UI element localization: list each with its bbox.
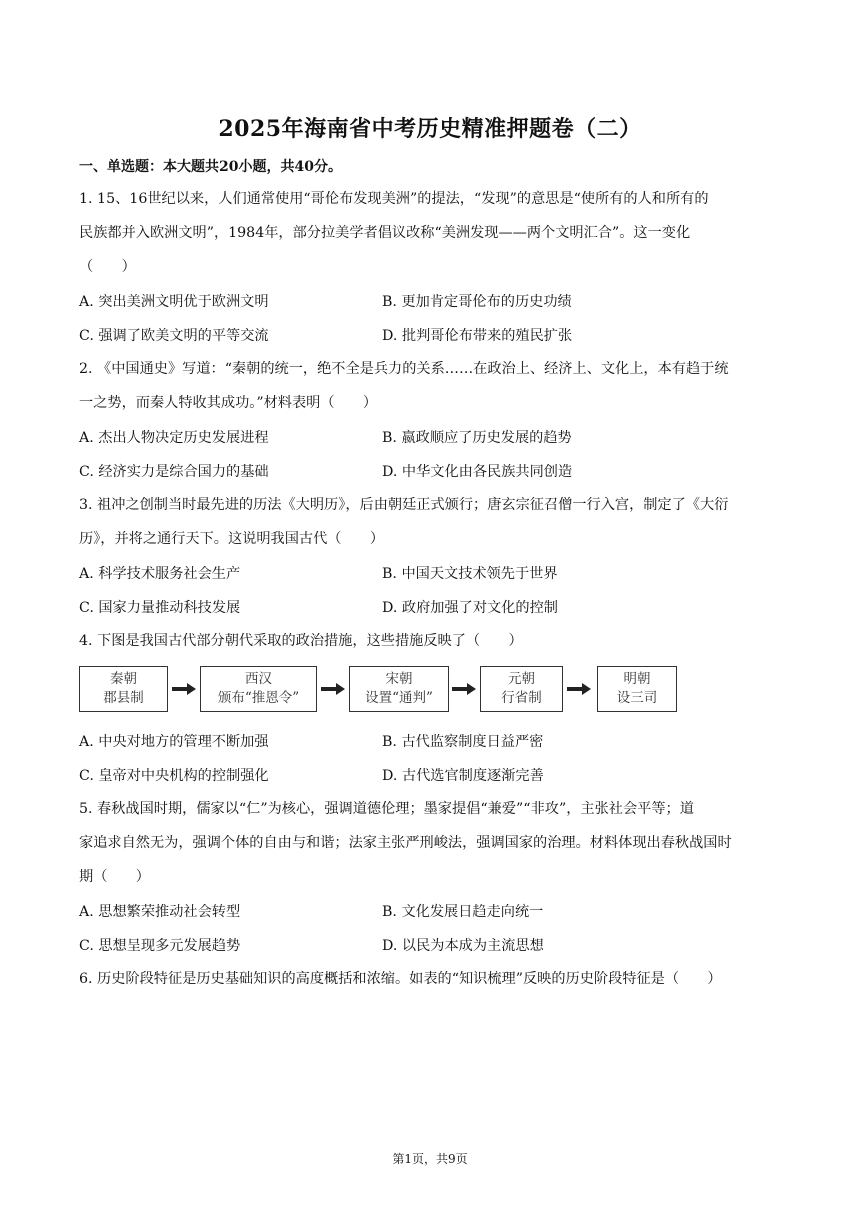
option-b[interactable]: B. 更加肯定哥伦布的历史功绩 <box>382 294 572 310</box>
option-d[interactable]: D. 以民为本成为主流思想 <box>382 938 544 954</box>
option-a[interactable]: A. 思想繁荣推动社会转型 <box>79 904 241 920</box>
option-c[interactable]: C. 皇帝对中央机构的控制强化 <box>79 768 269 784</box>
flow-box-measure: 行省制 <box>501 690 542 706</box>
right-arrow-icon <box>319 682 347 696</box>
option-c[interactable]: C. 经济实力是综合国力的基础 <box>79 464 269 480</box>
option-a[interactable]: A. 突出美洲文明优于欧洲文明 <box>79 294 269 310</box>
right-arrow-icon <box>450 682 478 696</box>
right-arrow-icon <box>170 682 198 696</box>
flow-box-dynasty: 秦朝 <box>110 671 137 687</box>
flow-box-song <box>349 666 449 712</box>
question-stem-line: 一之势，而秦人特收其成功。”材料表明（ ） <box>79 395 378 411</box>
flow-box-dynasty: 元朝 <box>508 671 535 687</box>
policy-flow-diagram <box>79 666 679 714</box>
question-stem-line: 家追求自然无为，强调个体的自由与和谐；法家主张严刑峻法，强调国家的治理。材料体现出春秋战国时 <box>79 835 732 851</box>
question-stem-line: 6. 历史阶段特征是历史基础知识的高度概括和浓缩。如表的“知识梳理”反映的历史阶段特征是（ ） <box>79 971 722 987</box>
flow-box-dynasty: 西汉 <box>245 671 272 687</box>
flow-box-dynasty: 明朝 <box>623 671 651 687</box>
flow-box-dynasty: 宋朝 <box>385 671 413 687</box>
flow-box-measure: 郡县制 <box>103 690 144 706</box>
question-stem-line: 2. 《中国通史》写道：“秦朝的统一，绝不全是兵力的关系……在政治上、经济上、文化上，本有趋于统 <box>79 361 729 377</box>
option-a[interactable]: A. 科学技术服务社会生产 <box>79 566 241 582</box>
option-d[interactable]: D. 政府加强了对文化的控制 <box>382 600 558 616</box>
question-stem-line: 4. 下图是我国古代部分朝代采取的政治措施，这些措施反映了（ ） <box>79 633 523 649</box>
question-stem-line: 1. 15、16世纪以来，人们通常使用“哥伦布发现美洲”的提法，“发现”的意思是“使所有的人和所有的 <box>79 191 709 207</box>
question-stem-line: 5. 春秋战国时期，儒家以“仁”为核心，强调道德伦理；墨家提倡“兼爱”“非攻”，主张社会平等；道 <box>79 801 694 817</box>
option-b[interactable]: B. 嬴政顺应了历史发展的趋势 <box>382 430 572 446</box>
page-title: 2025年海南省中考历史精准押题卷（二） <box>218 116 642 142</box>
option-d[interactable]: D. 中华文化由各民族共同创造 <box>382 464 573 480</box>
flow-box-qin <box>79 666 168 712</box>
question-stem-line: 历》，并将之通行天下。这说明我国古代（ ） <box>79 531 385 547</box>
option-a[interactable]: A. 中央对地方的管理不断加强 <box>79 734 269 750</box>
option-c[interactable]: C. 国家力量推动科技发展 <box>79 600 241 616</box>
option-b[interactable]: B. 文化发展日趋走向统一 <box>382 904 544 920</box>
option-a[interactable]: A. 杰出人物决定历史发展进程 <box>79 430 269 446</box>
flow-box-measure: 设置“通判” <box>365 690 433 706</box>
option-d[interactable]: D. 古代选官制度逐渐完善 <box>382 768 544 784</box>
option-d[interactable]: D. 批判哥伦布带来的殖民扩张 <box>382 328 573 344</box>
flow-box-measure: 颁布“推恩令” <box>217 690 300 706</box>
question-stem-line: 期（ ） <box>79 869 150 885</box>
option-b[interactable]: B. 中国天文技术领先于世界 <box>382 566 558 582</box>
flow-box-yuan <box>480 666 563 712</box>
option-b[interactable]: B. 古代监察制度日益严密 <box>382 734 544 750</box>
section-heading: 一、单选题：本大题共20小题，共40分。 <box>79 159 342 175</box>
question-stem-line: （ ） <box>79 259 136 275</box>
question-stem-line: 民族都并入欧洲文明”，1984年，部分拉美学者倡议改称“美洲发现——两个文明汇合”。这一变化 <box>79 225 691 241</box>
page-footer: 第1页，共9页 <box>392 1152 468 1166</box>
option-c[interactable]: C. 强调了欧美文明的平等交流 <box>79 328 269 344</box>
option-c[interactable]: C. 思想呈现多元发展趋势 <box>79 938 241 954</box>
right-arrow-icon <box>565 682 593 696</box>
flow-box-western-han <box>200 666 317 712</box>
flow-box-ming <box>597 666 677 712</box>
flow-box-measure: 设三司 <box>616 690 658 706</box>
question-stem-line: 3. 祖冲之创制当时最先进的历法《大明历》，后由朝廷正式颁行；唐玄宗征召僧一行入宫，制定了《大衍 <box>79 497 729 513</box>
